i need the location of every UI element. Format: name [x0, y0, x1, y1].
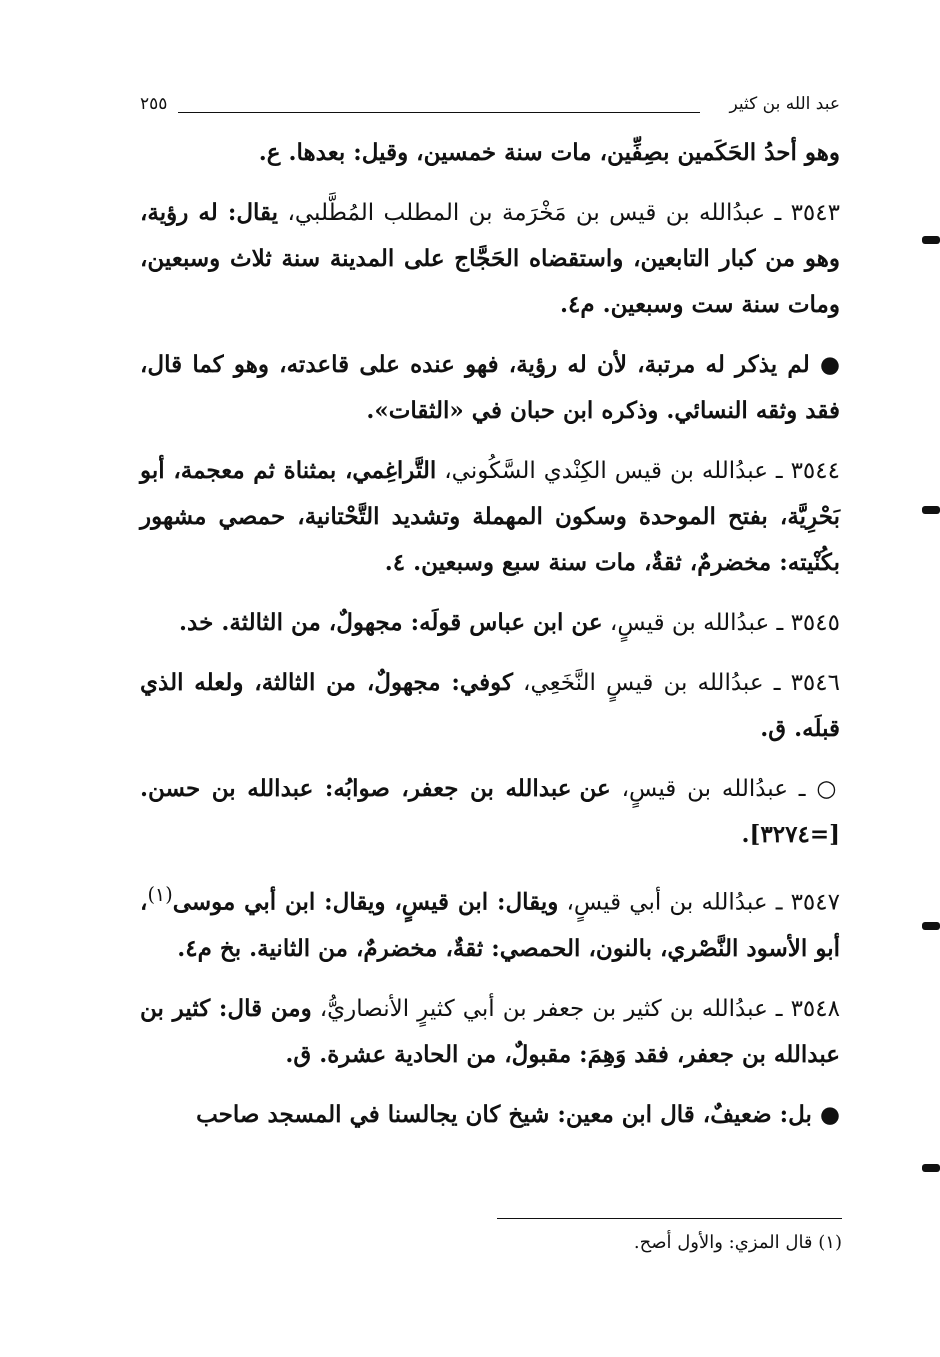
margin-mark	[922, 1164, 940, 1172]
paragraph-text: وهو أحدُ الحَكَمين بصِفِّين، مات سنة خمسين، وقيل: بعدها. ع.	[258, 139, 840, 166]
paragraph-text: ● لم يذكر له مرتبة، لأن له رؤية، فهو عنده على قاعدته، وهو كما قال، فقد وثقه النسائي. وذكره ابن حبان في «الثقات».	[140, 351, 840, 424]
page-number: ٢٥٥	[140, 94, 168, 114]
margin-mark	[922, 236, 940, 244]
header-rule	[178, 112, 700, 113]
entry-3547	[140, 872, 840, 972]
entry-text: عن عبدالله بن جعفر، صوابُه: عبدالله بن حسن. [=٣٢٧٤].	[140, 775, 840, 848]
margin-mark	[922, 506, 940, 514]
page-header	[140, 94, 840, 120]
entry-lead: ٣٥٤٨ ـ عبدُالله بن كثير بن جعفر بن أبي كثيرٍ الأنصاريُّ،	[311, 995, 840, 1022]
entry-text-continued: ، أبو الأسود النَّصْري، بالنون، الحمصي: ثقةٌ، مخضرمٌ، من الثانية. بخ م٤.	[140, 888, 840, 962]
cross-reference-entry	[140, 766, 840, 858]
entry-text: كوفي: مجهولٌ، من الثالثة، ولعله الذي قبلَه. ق.	[140, 669, 840, 742]
margin-mark	[922, 922, 940, 930]
footnote: (١) قال المزي: والأول أصح.	[633, 1232, 842, 1253]
entry-text: يقال: له رؤية، وهو من كبار التابعين، واستقضاه الحَجَّاج على المدينة سنة ثلاث وسبعين، ومات سنة ست وسبعين. م٤.	[140, 199, 840, 318]
entry-lead: ٣٥٤٧ ـ عبدُالله بن أبي قيسٍ،	[558, 889, 840, 916]
entry-3544	[140, 448, 840, 586]
paragraph-text: ● بل: ضعيفٌ، قال ابن معين: شيخ كان يجالسنا في المسجد صاحب	[196, 1100, 840, 1128]
entry-3543	[140, 190, 840, 328]
entry-lead: ٣٥٤٥ ـ عبدُالله بن قيسٍ،	[602, 610, 840, 636]
entry-3548	[140, 986, 840, 1078]
entry-lead: ٣٥٤٣ ـ عبدُالله بن قيس بن مَخْرَمة بن المطلب المُطَّلبي،	[278, 200, 840, 226]
commentary-paragraph	[140, 1092, 840, 1138]
entry-lead: ٣٥٤٤ ـ عبدُالله بن قيس الكِنْدي السَّكُوني،	[436, 458, 840, 484]
running-title: عبد الله بن كثير	[729, 94, 840, 114]
page-body	[140, 130, 840, 1152]
entry-text: عن ابن عباس قولَه: مجهولٌ، من الثالثة. خد.	[179, 609, 603, 636]
commentary-paragraph	[140, 342, 840, 434]
entry-text: ويقال: ابن قيسٍ، ويقال: ابن أبي موسى	[172, 888, 559, 916]
entry-lead: ٣٥٤٦ ـ عبدُالله بن قيسٍ النَّخَعِي،	[512, 670, 840, 696]
footnote-marker[interactable]: (١)	[147, 883, 173, 906]
entry-text: التَّراغِمي، بمثناة ثم معجمة، أبو بَحْرِيَّة، بفتح الموحدة وسكون المهملة وتشديد التَّحْتانية، حمصي مشهور بكُنْيته: مخضرمٌ، ثقةٌ، مات سنة سبع وسبعين. ٤.	[140, 457, 840, 576]
footnote-rule	[497, 1218, 842, 1219]
entry-3546	[140, 660, 840, 752]
entry-lead: ○ ـ عبدُالله بن قيسٍ،	[610, 776, 840, 802]
entry-text: ومن قال: كثير بن عبدالله بن جعفر، فقد وَهِمَ: مقبولٌ، من الحادية عشرة. ق.	[140, 994, 840, 1068]
entry-3545	[140, 600, 840, 646]
paragraph	[140, 130, 840, 176]
